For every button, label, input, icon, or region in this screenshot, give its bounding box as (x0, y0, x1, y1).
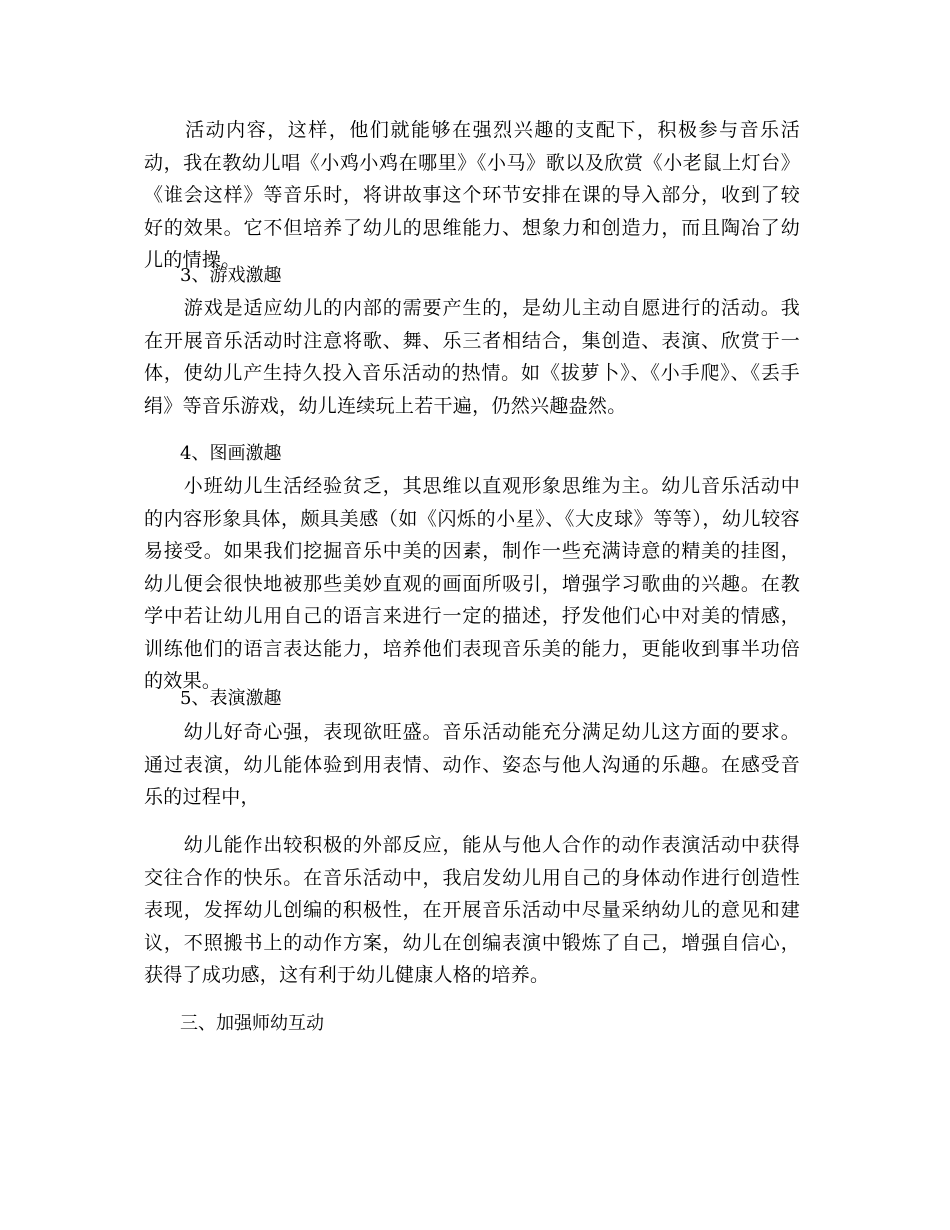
heading-game-interest: 3、游戏激趣 (180, 265, 282, 286)
paragraph-game-interest: 游戏是适应幼儿的内部的需要产生的，是幼儿主动自愿进行的活动。我在开展音乐活动时注意将歌、舞、乐三者相结合，集创造、表演、欣赏于一体，使幼儿产生持久投入音乐活动的热情。如《拔萝卜》、《小手爬》、《丢手绢》等音乐游戏，幼儿连续玩上若干遍，仍然兴趣盎然。 (144, 297, 800, 417)
paragraph-story-activity: 活动内容，这样，他们就能够在强烈兴趣的支配下，积极参与音乐活动，我在教幼儿唱《小鸡小鸡在哪里》《小马》歌以及欣赏《小老鼠上灯台》《谁会这样》等音乐时，将讲故事这个环节安排在课的导入部分，收到了较好的效果。它不但培养了幼儿的思维能力、想象力和创造力，而且陶冶了幼儿的情操。 (144, 119, 800, 271)
heading-teacher-child-interaction: 三、加强师幼互动 (180, 1013, 324, 1034)
heading-picture-interest: 4、图画激趣 (180, 443, 282, 464)
paragraph-picture-interest: 小班幼儿生活经验贫乏，其思维以直观形象思维为主。幼儿音乐活动中的内容形象具体，颇具美感（如《闪烁的小星》、《大皮球》等等），幼儿较容易接受。如果我们挖掘音乐中美的因素，制作一些充满诗意的精美的挂图，幼儿便会很快地被那些美妙直观的画面所吸引，增强学习歌曲的兴趣。在教学中若让幼儿用自己的语言来进行一定的描述，抒发他们心中对美的情感，训练他们的语言表达能力，培养他们表现音乐美的能力，更能收到事半功倍的效果。 (144, 475, 800, 692)
heading-performance-interest: 5、表演激趣 (180, 688, 282, 709)
paragraph-cooperation: 幼儿能作出较积极的外部反应，能从与他人合作的动作表演活动中获得交往合作的快乐。在音乐活动中，我启发幼儿用自己的身体动作进行创造性表现，发挥幼儿创编的积极性，在开展音乐活动中尽量采纳幼儿的意见和建议，不照搬书上的动作方案，幼儿在创编表演中锻炼了自己，增强自信心，获得了成功感，这有利于幼儿健康人格的培养。 (144, 834, 800, 986)
paragraph-performance-interest: 幼儿好奇心强，表现欲旺盛。音乐活动能充分满足幼儿这方面的要求。通过表演，幼儿能体验到用表情、动作、姿态与他人沟通的乐趣。在感受音乐的过程中， (144, 721, 800, 808)
